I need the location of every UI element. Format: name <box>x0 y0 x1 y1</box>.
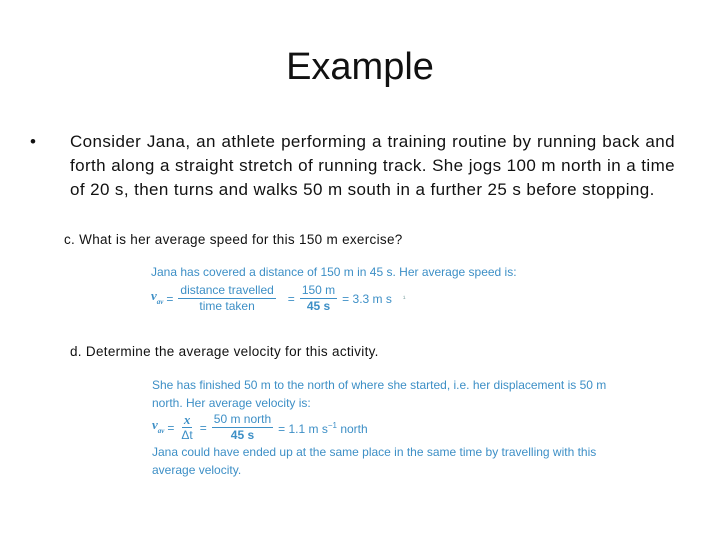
speed-equation <box>151 283 517 314</box>
velocity-equation <box>152 412 606 443</box>
question-c: c. What is her average speed for this 150 m exercise? <box>64 232 403 247</box>
intro-text: Consider Jana, an athlete performing a training routine by running back and forth along a straight stretch of running track. She jogs 100 m north in a time of 20 s, then turns and walks 50 m south in a further 25 s before stopping. <box>70 132 675 199</box>
eq-symbol: $v_{av}$ <box>152 416 165 435</box>
intro-bullet <box>30 130 675 202</box>
bullet-icon: • <box>30 132 36 151</box>
eq-equals: = <box>167 420 175 435</box>
eq-equals: = <box>166 291 174 306</box>
eq-equals: = <box>287 291 295 306</box>
eq-fraction-symbols: $\frac{x}{\Delta t}$ <box>181 412 193 442</box>
eq-result: = 1.1 m $s^{-1}$ north <box>278 421 368 436</box>
solution-d <box>152 376 606 479</box>
eq-result: = 3.3 m s <box>342 291 392 306</box>
conclusion-text-2: average velocity. <box>152 463 242 477</box>
eq-equals: = <box>199 420 207 435</box>
eq-fraction-values: $\frac{150 m}{45 s}$ <box>301 283 336 313</box>
slide-title: Example <box>286 46 434 88</box>
eq-mark: ¹ <box>402 293 406 303</box>
solution-d-text-1: She has finished 50 m to the north of where she started, i.e. her displacement is 50 m <box>152 378 607 392</box>
question-d: d. Determine the average velocity for this activity. <box>70 344 379 359</box>
solution-d-text-2: north. Her average velocity is: <box>152 396 311 410</box>
eq-symbol: $v_{av}$ <box>151 287 164 306</box>
eq-fraction-values: $\frac{\text{50 m north}}{45 s}$ <box>213 412 272 442</box>
eq-fraction-words: $\frac{\text{distance travelled}}{\text{time taken}}$ <box>180 283 274 313</box>
conclusion-text-1: Jana could have ended up at the same place in the same time by travelling with this <box>152 445 597 459</box>
solution-c <box>151 263 517 314</box>
solution-c-text: Jana has covered a distance of 150 m in 45 s. Her average speed is: <box>151 265 517 279</box>
